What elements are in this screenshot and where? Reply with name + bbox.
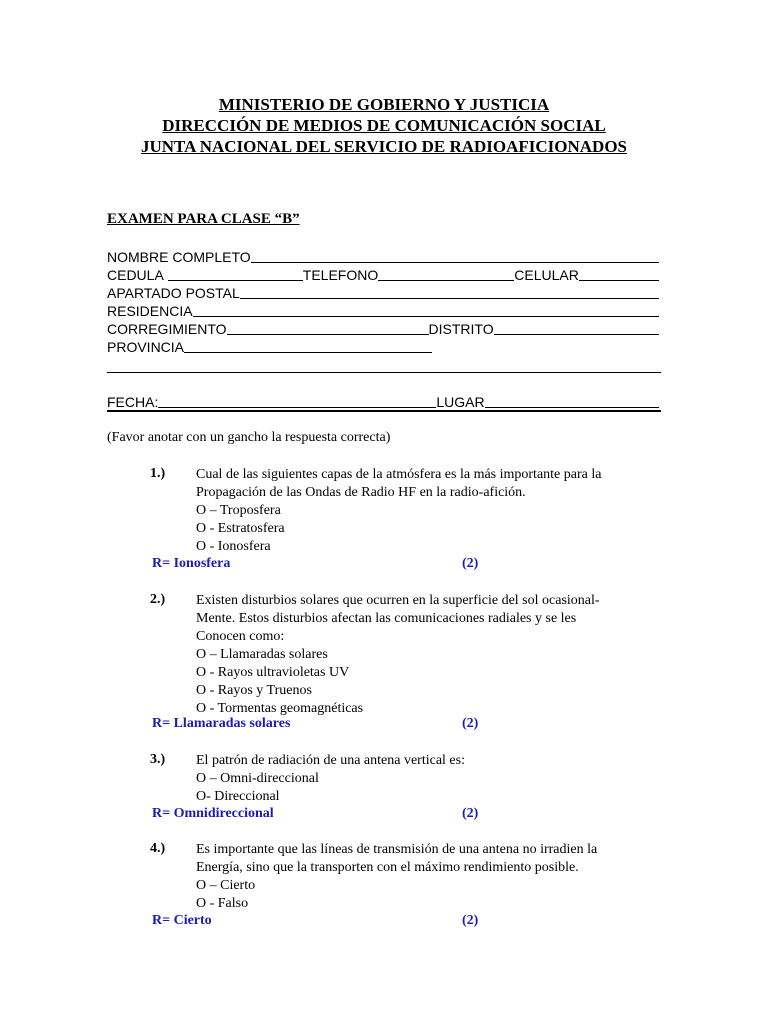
form-row-location: [107, 319, 659, 337]
option-omni[interactable]: O – Omni-direccional: [196, 771, 319, 786]
option-falso[interactable]: O - Falso: [196, 896, 249, 911]
answer-text: R= Cierto: [152, 913, 212, 928]
lugar-field[interactable]: [485, 394, 659, 408]
question-text: El patrón de radiación de una antena vertical es:: [196, 753, 465, 768]
fecha-field[interactable]: [158, 394, 436, 408]
cedula-field[interactable]: [168, 267, 303, 281]
question-number: 4.): [150, 841, 166, 856]
option-ionosfera[interactable]: O - Ionosfera: [196, 539, 271, 554]
option-troposfera[interactable]: O – Troposfera: [196, 503, 281, 518]
form-row-date: [107, 392, 659, 410]
question-2: [150, 592, 650, 718]
answer-1: [152, 556, 492, 572]
lugar-label: LUGAR: [436, 394, 485, 410]
apartado-field[interactable]: [240, 285, 659, 299]
nombre-label: NOMBRE COMPLETO: [107, 249, 251, 265]
option-llamaradas[interactable]: O – Llamaradas solares: [196, 647, 328, 662]
question-number: 3.): [150, 752, 166, 767]
celular-label: CELULAR: [514, 267, 579, 283]
option-estratosfera[interactable]: O - Estratosfera: [196, 521, 285, 536]
distrito-label: DISTRITO: [428, 321, 494, 337]
option-rayos-uv[interactable]: O - Rayos ultravioletas UV: [196, 665, 350, 680]
points: (2): [462, 913, 479, 928]
section-divider: [107, 410, 661, 412]
header-line-2: DIRECCIÓN DE MEDIOS DE COMUNICACIÓN SOCIAL: [162, 116, 606, 135]
form-row-contact: [107, 265, 659, 283]
answer-4: [152, 913, 492, 929]
points: (2): [462, 716, 479, 731]
cedula-label: CEDULA: [107, 267, 164, 283]
option-tormentas[interactable]: O - Tormentas geomagnéticas: [196, 701, 364, 716]
option-cierto[interactable]: O – Cierto: [196, 878, 256, 893]
corregimiento-field[interactable]: [227, 321, 429, 335]
form-row-nombre: [107, 247, 659, 265]
answer-2: [152, 716, 492, 732]
celular-field[interactable]: [579, 267, 659, 281]
header-line-1: MINISTERIO DE GOBIERNO Y JUSTICIA: [218, 95, 550, 114]
question-text: Energía, sino que la transporten con el máximo rendimiento posible.: [196, 860, 579, 875]
option-rayos-truenos[interactable]: O - Rayos y Truenos: [196, 683, 312, 698]
answer-text: R= Ionosfera: [152, 556, 231, 571]
blank-line: [107, 372, 661, 373]
form-row-residencia: [107, 301, 659, 319]
distrito-field[interactable]: [494, 321, 659, 335]
question-text: Propagación de las Ondas de Radio HF en la radio-afición.: [196, 485, 526, 500]
provincia-label: PROVINCIA: [107, 339, 185, 355]
question-text: Mente. Estos disturbios afectan las comunicaciones radiales y se les: [196, 611, 577, 626]
residencia-field[interactable]: [193, 303, 659, 317]
question-1: [150, 466, 650, 556]
residencia-label: RESIDENCIA: [107, 303, 193, 319]
telefono-label: TELEFONO: [302, 267, 379, 283]
instructions-note: (Favor anotar con un gancho la respuesta correcta): [107, 430, 391, 445]
question-4: [150, 841, 650, 913]
telefono-field[interactable]: [378, 267, 514, 281]
fecha-label: FECHA:: [107, 394, 159, 410]
question-text: Cual de las siguientes capas de la atmósfera es la más importante para la: [196, 467, 602, 482]
applicant-form: [107, 247, 659, 355]
question-3: [150, 752, 650, 806]
form-row-apartado: [107, 283, 659, 301]
exam-title: EXAMEN PARA CLASE “B”: [107, 211, 300, 227]
option-direccional[interactable]: O- Direccional: [196, 789, 280, 804]
question-number: 2.): [150, 592, 166, 607]
points: (2): [462, 806, 479, 821]
apartado-label: APARTADO POSTAL: [107, 285, 240, 301]
provincia-field[interactable]: [184, 339, 432, 353]
question-text: Existen disturbios solares que ocurren en la superficie del sol ocasional-: [196, 593, 600, 608]
question-text: Es importante que las líneas de transmisión de una antena no irradien la: [196, 842, 598, 857]
form-row-provincia: [107, 337, 659, 355]
header-line-3: JUNTA NACIONAL DEL SERVICIO DE RADIOAFICIONADOS: [140, 137, 628, 156]
points: (2): [462, 556, 479, 571]
answer-3: [152, 806, 492, 822]
answer-text: R= Llamaradas solares: [152, 716, 291, 731]
question-text: Conocen como:: [196, 629, 285, 644]
question-number: 1.): [150, 466, 166, 481]
corregimiento-label: CORREGIMIENTO: [107, 321, 227, 337]
nombre-field[interactable]: [251, 249, 659, 263]
answer-text: R= Omnidireccional: [152, 806, 274, 821]
